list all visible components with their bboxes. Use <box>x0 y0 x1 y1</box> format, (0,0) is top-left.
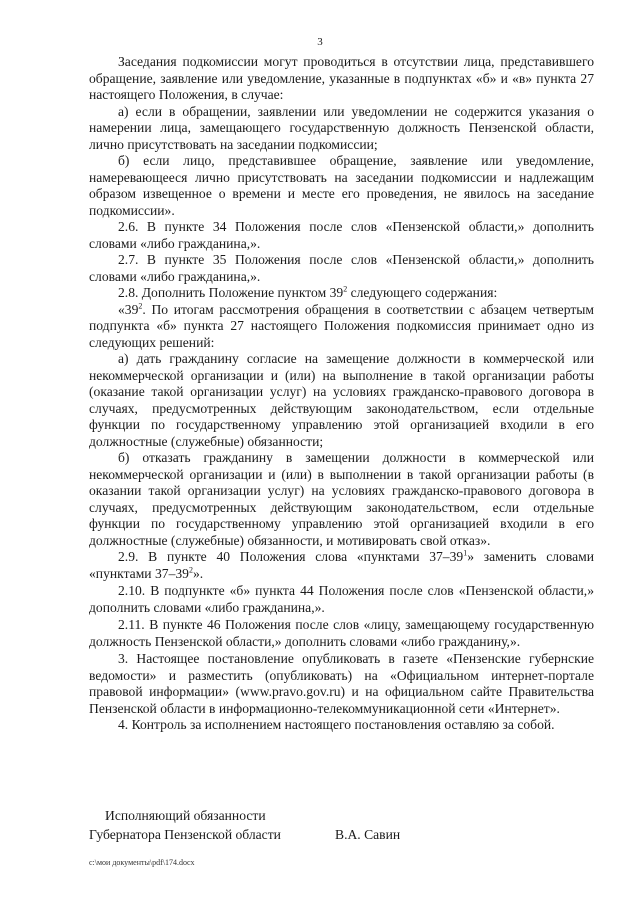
text-fragment: 2.9. В пункте 40 Положения слова «пунктами 37–39 <box>118 549 464 564</box>
paragraph-item-2-7: 2.7. В пункте 35 Положения после слов «Пензенской области,» дополнить словами «либо гражданина,». <box>89 252 594 284</box>
signature-position-line1: Исполняющий обязанности <box>105 808 266 823</box>
text-fragment: 2.8. Дополнить Положение пунктом 39 <box>118 285 344 300</box>
paragraph-subitem-b: б) если лицо, представившее обращение, заявление или уведомление, намеревающееся лично присутствовать на заседании подкомиссии и надлежащим образом извещенное о времени и месте его проведения, не явилось на заседание подкомиссии». <box>89 153 594 218</box>
text-fragment: ». <box>192 565 204 581</box>
paragraph-decision-a: а) дать гражданину согласие на замещение должности в коммерческой или некоммерческой организации и (или) на выполнение в такой организации работы (оказание такой организации услуг) на условиях гражданско-правового договора в случаях, предусмотренных действующим законодательством, если отдельные функции по государственному управлению этой организацией входили в его должностные (служебные) обязанности; <box>89 351 594 449</box>
text-fragment: » заменить словами «пунктами 37–39 <box>89 549 594 581</box>
paragraph-decision-b: б) отказать гражданину в замещении должности в коммерческой или некоммерческой организации и (или) в выполнении в такой организации работы (в оказании такой организации услуг) на условиях гражданско-правового договора в случаях, предусмотренных действующим законодательством, если отдельные функции по государственному управлению этой организацией входили в его должностные (служебные) обязанности, и мотивировать свой отказ». <box>89 450 594 548</box>
superscript: 2 <box>138 300 143 310</box>
text-fragment: следующего содержания: <box>347 285 498 300</box>
paragraph-item-3: 3. Настоящее постановление опубликовать в газете «Пензенские губернские ведомости» и разместить (опубликовать) на «Официальном интернет-портале правовой информации» (www.pravo.gov.ru) и на официальном сайте Правительства Пензенской области в информационно-телекоммуникационной сети «Интернет». <box>89 651 594 716</box>
signature-name: В.А. Савин <box>335 827 401 842</box>
file-path: c:\мои документы\pdf\174.docx <box>89 858 195 867</box>
text-fragment: . По итогам рассмотрения обращения в соответствии с абзацем четвертым подпункта «б» пункта 27 настоящего Положения подкомиссия принимает одно из следующих решений: <box>89 301 594 350</box>
paragraph-item-39-2 <box>89 302 594 352</box>
superscript: 2 <box>188 564 193 574</box>
superscript: 2 <box>343 284 348 294</box>
text-fragment: «39 <box>118 301 139 317</box>
page-number: 3 <box>317 36 323 48</box>
paragraph-item-2-9 <box>89 549 594 582</box>
paragraph-sessions-absence: Заседания подкомиссии могут проводиться в отсутствии лица, представившего обращение, заявление или уведомление, указанные в подпунктах «б» и «в» пункта 27 настоящего Положения, в случае: <box>89 54 594 102</box>
paragraph-item-2-8 <box>89 285 594 302</box>
signature-position-line2: Губернатора Пензенской области <box>89 827 281 842</box>
paragraph-item-2-10: 2.10. В подпункте «б» пункта 44 Положения после слов «Пензенской области,» дополнить словами «либо гражданина,». <box>89 583 594 615</box>
paragraph-item-4: 4. Контроль за исполнением настоящего постановления оставляю за собой. <box>118 717 555 732</box>
document-body <box>89 54 594 734</box>
paragraph-item-2-11: 2.11. В пункте 46 Положения после слов «лицу, замещающему государственную должность Пензенской области,» дополнить словами «либо гражданину,». <box>89 617 594 649</box>
paragraph-subitem-a: а) если в обращении, заявлении или уведомлении не содержится указания о намерении лица, замещающего государственную должность Пензенской области, лично присутствовать на заседании подкомиссии; <box>89 103 594 152</box>
paragraph-item-2-6: 2.6. В пункте 34 Положения после слов «Пензенской области,» дополнить словами «либо гражданина,». <box>89 219 594 251</box>
signature-position <box>89 806 281 844</box>
superscript: 1 <box>463 548 468 558</box>
